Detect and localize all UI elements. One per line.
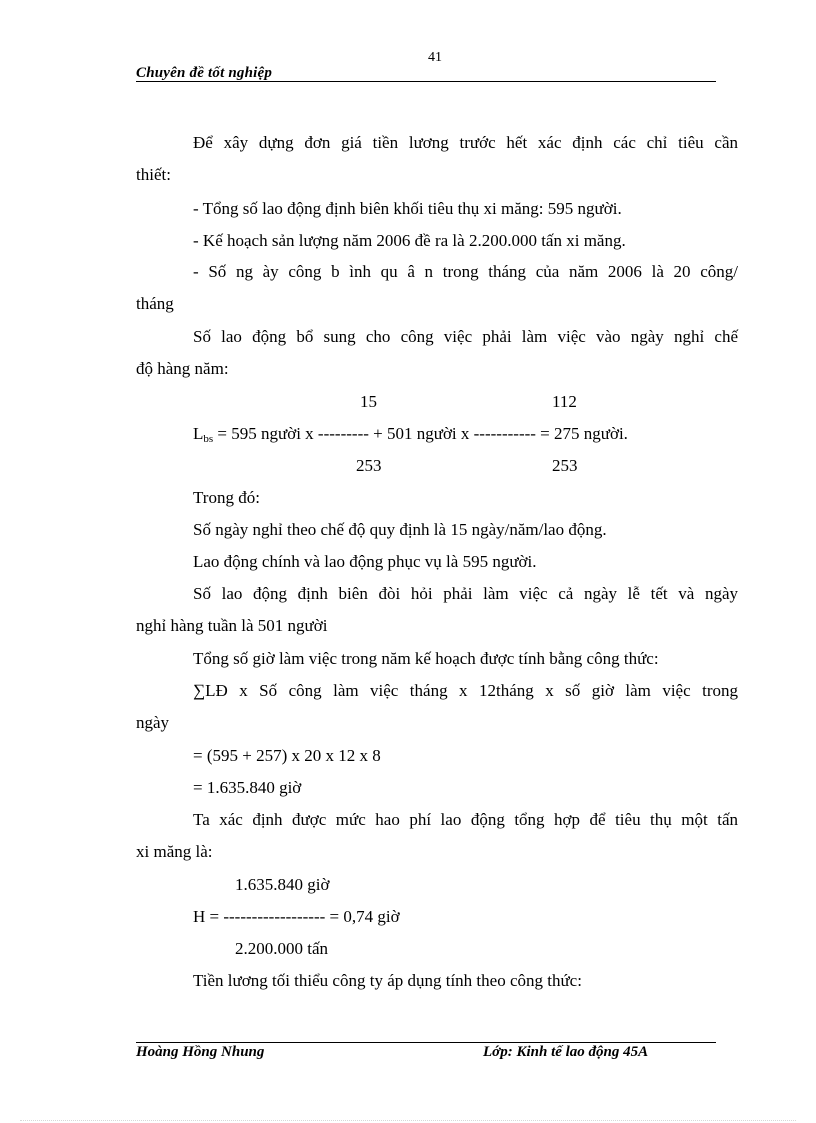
footer-author: Hoàng Hồng Nhung (136, 1044, 265, 1060)
paragraph-min-wage: Tiền lương tối thiểu công ty áp dụng tính theo công thức: (193, 971, 582, 990)
header-title: Chuyên đề tốt nghiệp (136, 65, 273, 81)
paragraph-labor-norm: Ta xác định được mức hao phí lao động tổng hợp để tiêu thụ một tấn (193, 810, 738, 829)
formula-hours-cont: ngày (136, 713, 170, 732)
bullet-working-days: - Số ng ày công b ình qu â n trong tháng của năm 2006 là 20 công/ (193, 262, 738, 281)
paragraph-intro-cont: thiết: (136, 165, 171, 184)
formula-body: = 595 người x --------- + 501 người x ----------- = 275 người. (213, 424, 628, 443)
formula-h-denominator: 2.200.000 tấn (235, 939, 329, 958)
formula-denominator-1: 253 (356, 456, 382, 475)
paragraph-extra-labor-cont: độ hàng năm: (136, 359, 229, 378)
paragraph-intro: Để xây dựng đơn giá tiền lương trước hết xác định các chỉ tiêu cần (193, 133, 738, 152)
paragraph-extra-labor: Số lao động bổ sung cho công việc phải làm việc vào ngày nghỉ chế (193, 327, 738, 346)
formula-lbs (193, 424, 628, 449)
page-bottom-dotted-line (20, 1120, 796, 1121)
formula-h: H = ------------------ = 0,74 giờ (193, 907, 400, 926)
paragraph-holiday-labor: Số lao động định biên đòi hỏi phải làm việc cả ngày lễ tết và ngày (193, 584, 738, 603)
formula-lhs: L (193, 424, 204, 443)
formula-hours-calc: = (595 + 257) x 20 x 12 x 8 (193, 746, 381, 765)
paragraph-labor-norm-cont: xi măng là: (136, 842, 213, 861)
formula-numerator-2: 112 (552, 392, 577, 411)
paragraph-days-off: Số ngày nghỉ theo chế độ quy định là 15 ngày/năm/lao động. (193, 520, 607, 539)
footer-class: Lớp: Kinh tế lao động 45A (483, 1044, 649, 1060)
formula-denominator-2: 253 (552, 456, 578, 475)
bullet-total-workers: - Tổng số lao động định biên khối tiêu thụ xi măng: 595 người. (193, 199, 622, 218)
header-rule (136, 81, 716, 82)
paragraph-holiday-labor-cont: nghỉ hàng tuần là 501 người (136, 616, 328, 635)
formula-hours: ∑LĐ x Số công làm việc tháng x 12tháng x số giờ làm việc trong (193, 681, 738, 700)
footer-rule (136, 1042, 716, 1043)
paragraph-where: Trong đó: (193, 488, 260, 507)
formula-h-numerator: 1.635.840 giờ (235, 875, 330, 894)
paragraph-total-hours: Tổng số giờ làm việc trong năm kế hoạch được tính bằng công thức: (193, 649, 659, 668)
bullet-working-days-cont: tháng (136, 294, 174, 313)
paragraph-main-labor: Lao động chính và lao động phục vụ là 595 người. (193, 552, 537, 571)
page-number: 41 (428, 50, 442, 65)
bullet-output-plan: - Kế hoạch sản lượng năm 2006 đề ra là 2.200.000 tấn xi măng. (193, 231, 626, 250)
formula-hours-result: = 1.635.840 giờ (193, 778, 302, 797)
formula-numerator-1: 15 (360, 392, 377, 411)
formula-subscript: bs (203, 433, 214, 445)
